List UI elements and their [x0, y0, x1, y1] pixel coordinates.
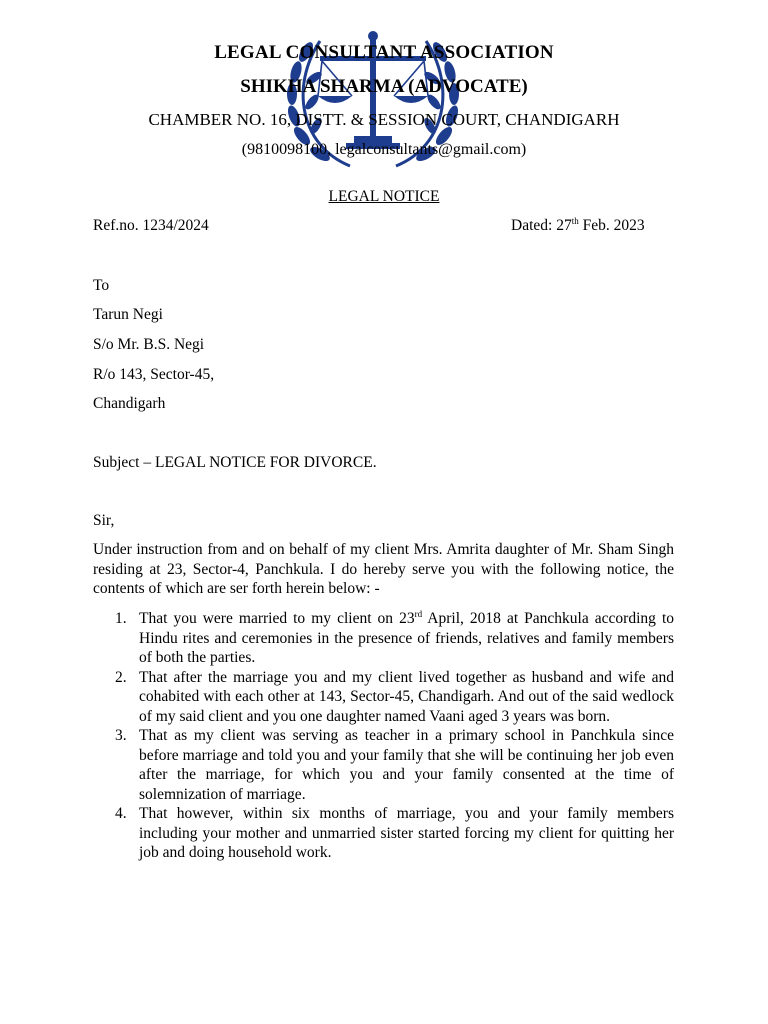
point-number: 1.	[115, 610, 127, 627]
date-suffix: Feb. 2023	[578, 217, 645, 234]
notice-title: LEGAL NOTICE	[328, 188, 440, 205]
subject-line: Subject – LEGAL NOTICE FOR DIVORCE.	[93, 454, 377, 471]
point-number: 3.	[115, 727, 127, 744]
point-ordinal: rd	[414, 608, 423, 619]
contact-details: (9810098100, legalconsultants@gmail.com)	[241, 141, 527, 158]
advocate-name: SHIKHA SHARMA (ADVOCATE)	[240, 76, 528, 97]
list-item	[93, 726, 674, 804]
point-text-end: April, 2018 at Panchkula according to Hindu rites and ceremonies in the presence of friends, relatives and family members of both the parties.	[139, 610, 674, 666]
addressee-to: To	[93, 277, 110, 294]
point-number: 4.	[115, 805, 127, 822]
date-ordinal: th	[571, 215, 579, 226]
addressee-parent: S/o Mr. B.S. Negi	[93, 336, 205, 353]
point-text: That however, within six months of marriage, you and your family members including your mother and unmarried sister started forcing my client for quitting her job and doing household work.	[139, 805, 674, 861]
association-name: LEGAL CONSULTANT ASSOCIATION	[214, 42, 554, 63]
addressee-city: Chandigarh	[93, 395, 166, 412]
list-item	[93, 668, 674, 727]
intro-paragraph: Under instruction from and on behalf of my client Mrs. Amrita daughter of Mr. Sham Singh residing at 23, Sector-4, Panchkula. I do hereby serve you with the following notice, the contents of which are ser forth herein below: -	[93, 541, 674, 597]
point-text: That after the marriage you and my client lived together as husband and wife and cohabited with each other at 143, Sector-45, Chandigarh. And out of the said wedlock of my said client and you one daughter named Vaani aged 3 years was born.	[139, 668, 674, 725]
notice-date	[511, 217, 645, 235]
chamber-address: CHAMBER NO. 16, DISTT. & SESSION COURT, CHANDIGARH	[148, 110, 620, 129]
point-text-start: That you were married to my client on 23	[139, 610, 415, 627]
addressee-residence: R/o 143, Sector-45,	[93, 366, 215, 383]
date-prefix: Dated: 27	[511, 217, 572, 234]
reference-number: Ref.no. 1234/2024	[93, 217, 209, 234]
salutation: Sir,	[93, 512, 115, 529]
point-text: That as my client was serving as teacher in a primary school in Panchkula since before marriage and told you and your family that she will be continuing her job even after the marriage, for which you and your family consented at the time of solemnization of marriage.	[139, 727, 674, 803]
addressee-name: Tarun Negi	[93, 306, 163, 323]
list-item	[93, 804, 674, 863]
point-number: 2.	[115, 668, 127, 686]
list-item	[93, 609, 674, 668]
notice-points-list	[93, 609, 674, 863]
